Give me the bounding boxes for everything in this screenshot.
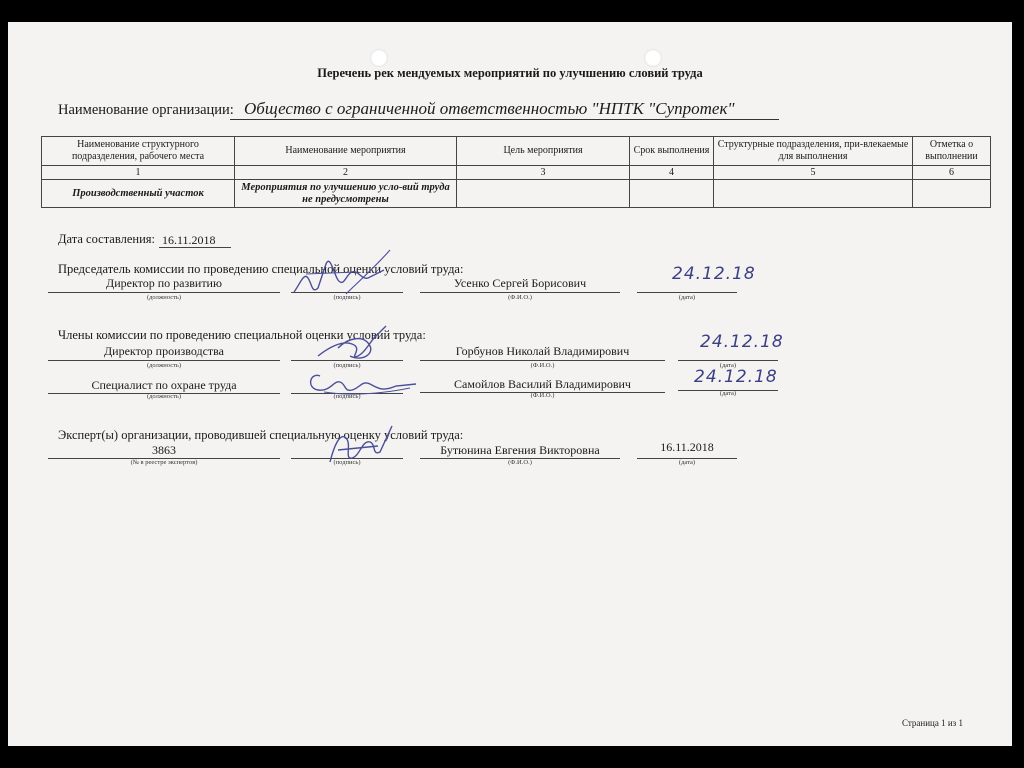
chairman-name-line [420,292,620,293]
header-cell: Срок выполнения [630,137,714,166]
member-1-position-caption: (должность) [146,362,182,369]
member-2-fio-caption: (Ф.И.О.) [530,392,555,399]
expert-registry-number: 3863 [152,443,176,457]
header-cell: Наименование мероприятия [235,137,457,166]
chairman-date: 24.12.18 [672,264,756,284]
member-1-signature-image [308,322,408,366]
number-cell: 5 [714,166,913,180]
document-page [8,22,1012,746]
chairman-date-caption: (дата) [678,294,696,301]
table-row [42,180,991,208]
member-2-position-caption: (должность) [146,393,182,400]
number-cell: 1 [42,166,235,180]
org-name: Общество с ограниченной ответственностью "НПТК "Супротек" [244,99,735,118]
member-2-name: Самойлов Василий Владимирович [454,377,631,391]
member-2-date-caption: (дата) [719,390,737,397]
header-cell: Отметка о выполнении [913,137,991,166]
table-cell [457,180,630,208]
page-counter: Страница 1 из 1 [902,718,963,728]
member-1-date: 24.12.18 [700,332,784,352]
member-1-date-caption: (дата) [719,362,737,369]
member-1-position-line [48,360,280,361]
chairman-signature-caption: (подпись) [333,294,361,301]
member-1-position: Директор производства [103,344,225,358]
chairman-fio-caption: (Ф.И.О.) [508,294,532,301]
member-2-signature-caption: (подпись) [333,393,361,400]
number-cell: 3 [457,166,630,180]
header-cell: Структурные подразделения, при-влекаемые для выполнения [714,137,913,166]
table-cell [714,180,913,208]
document-title: Перечень рек мендуемых мероприятий по улучшению словий труда [317,66,703,80]
org-label: Наименование организации: [58,102,234,118]
chairman-name: Усенко Сергей Борисович [453,276,587,290]
header-cell: Цель мероприятия [457,137,630,166]
expert-fio-caption: (Ф.И.О.) [508,459,532,466]
compiled-label: Дата составления: [58,232,155,246]
chairman-heading: Председатель комиссии по проведению специальной оценки условий труда: [58,262,464,276]
punch-hole-left [370,49,388,67]
member-1-date-line [678,360,778,361]
table-cell [630,180,714,208]
chairman-position: Директор по развитию [106,276,222,290]
member-1-name-line [420,360,665,361]
expert-date: 16.11.2018 [660,440,714,454]
table-cell: Мероприятия по улучшению усло-вий труда не предусмотрены [235,180,457,208]
table-number-row [42,166,991,180]
expert-signature-image [320,422,400,470]
member-1-fio-caption: (Ф.И.О.) [530,362,555,369]
chairman-date-line [637,292,737,293]
expert-signature-caption: (подпись) [333,459,361,466]
org-underline [230,119,779,120]
member-2-date: 24.12.18 [694,367,778,387]
chairman-position-line [48,292,280,293]
table-header-row [42,137,991,166]
number-cell: 6 [913,166,991,180]
compiled-underline [159,247,231,248]
punch-hole-right [644,49,662,67]
expert-date-caption: (дата) [678,459,696,466]
table-cell: Производственный участок [42,180,235,208]
members-heading: Члены комиссии по проведению специальной оценки условий труда: [58,328,426,342]
header-cell: Наименование структурного подразделения, рабочего места [42,137,235,166]
compiled-date: 16.11.2018 [162,233,216,247]
chairman-position-caption: (должность) [146,294,182,301]
member-1-name: Горбунов Николай Владимирович [455,344,630,358]
member-2-position: Специалист по охране труда [91,378,237,392]
member-2-signature-image [300,362,420,402]
expert-name: Бутюнина Евгения Викторовна [440,443,600,457]
number-cell: 2 [235,166,457,180]
expert-heading: Эксперт(ы) организации, проводившей специальную оценку условий труда: [58,428,464,442]
table-cell [913,180,991,208]
member-1-signature-caption: (подпись) [333,362,361,369]
expert-registry-caption: (№ в реестре экспертов) [130,459,198,466]
measures-table [41,136,991,208]
number-cell: 4 [630,166,714,180]
chairman-signature-image [286,244,396,300]
